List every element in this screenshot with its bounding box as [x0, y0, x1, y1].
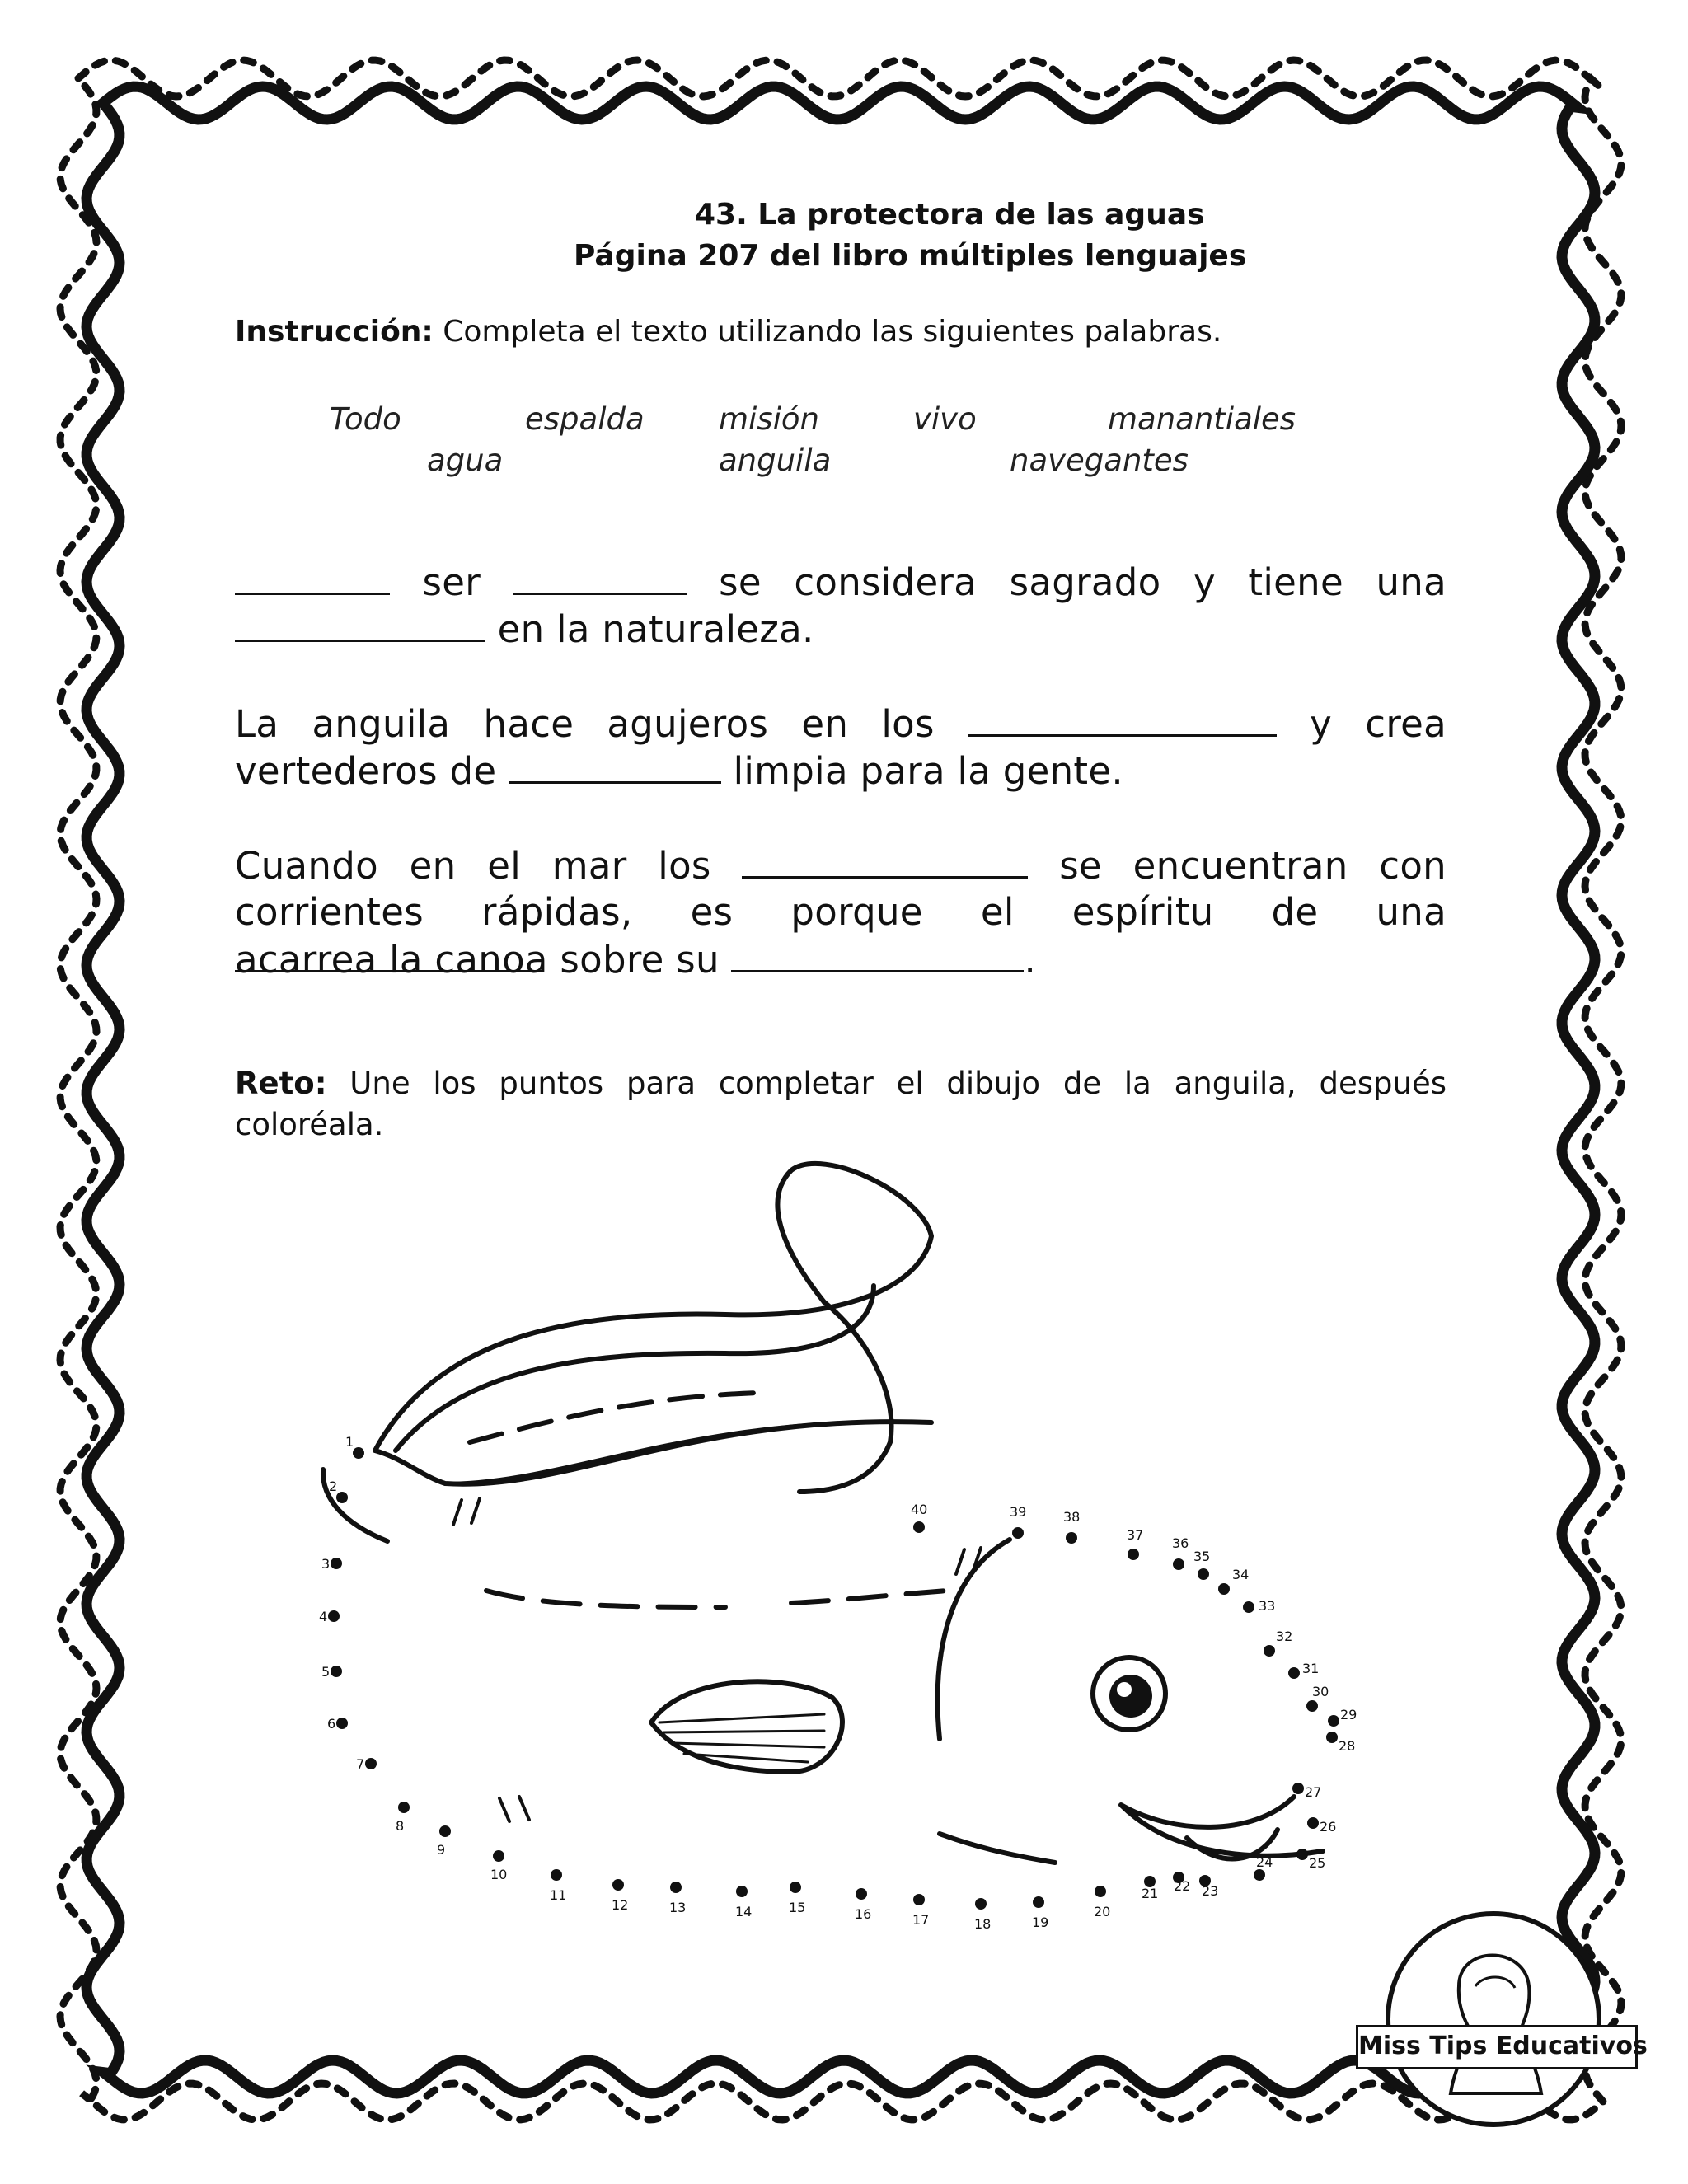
dot-number-label: 5	[321, 1664, 331, 1680]
brand-logo	[1352, 1896, 1636, 2143]
connect-dot-28[interactable]	[1326, 1732, 1338, 1743]
connect-dot-31[interactable]	[1288, 1667, 1300, 1679]
paragraph-text: limpia para la gente.	[733, 749, 1123, 793]
connect-dot-7[interactable]	[365, 1758, 377, 1769]
connect-dot-40[interactable]	[913, 1521, 925, 1533]
dot-number-label: 34	[1232, 1567, 1250, 1582]
connect-dot-37[interactable]	[1128, 1549, 1139, 1560]
connect-dot-24[interactable]	[1254, 1869, 1265, 1881]
dot-number-label: 19	[1032, 1915, 1049, 1929]
dot-number-label: 26	[1320, 1819, 1337, 1835]
dot-number-label: 7	[356, 1756, 365, 1772]
connect-dot-19[interactable]	[1033, 1896, 1044, 1908]
connect-dot-2[interactable]	[336, 1492, 348, 1503]
connect-dot-16[interactable]	[856, 1888, 867, 1900]
paragraph-text: acarrea la canoa sobre su	[235, 938, 720, 982]
dot-number-label: 25	[1309, 1855, 1326, 1871]
connect-dot-39[interactable]	[1012, 1527, 1024, 1539]
connect-dot-4[interactable]	[328, 1610, 340, 1622]
connect-dot-13[interactable]	[670, 1882, 682, 1893]
dot-number-label: 35	[1193, 1549, 1211, 1564]
dot-number-label: 15	[789, 1900, 806, 1915]
dot-number-label: 12	[612, 1897, 629, 1913]
paragraph-text: y crea	[1310, 702, 1447, 746]
eel-mouth	[1121, 1797, 1323, 1856]
connect-dot-1[interactable]	[353, 1447, 364, 1459]
connect-dot-33[interactable]	[1243, 1601, 1254, 1613]
dot-number-label: 33	[1259, 1598, 1276, 1614]
connect-dot-12[interactable]	[612, 1879, 624, 1891]
blank-field[interactable]	[513, 558, 687, 595]
connect-dot-17[interactable]	[913, 1894, 925, 1905]
eel-lower-midline	[486, 1591, 948, 1607]
worksheet-subtitle: Página 207 del libro múltiples lenguajes	[574, 239, 1247, 273]
blank-field[interactable]	[742, 841, 1028, 879]
paragraph-text: corrientes rápidas, es porque el espíritu de una	[235, 890, 1447, 934]
connect-dot-8[interactable]	[398, 1802, 410, 1813]
dot-number-label: 17	[912, 1912, 930, 1928]
brand-logo-text: Miss Tips Educativos	[1356, 2025, 1638, 2069]
paragraph-text: en la naturaleza.	[497, 607, 814, 651]
dot-number-label: 21	[1142, 1886, 1159, 1901]
blank-field[interactable]	[731, 935, 1024, 972]
connect-dot-29[interactable]	[1328, 1715, 1339, 1727]
fill-in-paragraph-3	[235, 841, 1447, 982]
connect-dot-14[interactable]	[736, 1886, 748, 1897]
dot-number-label: 16	[855, 1906, 872, 1922]
dot-number-label: 40	[911, 1502, 928, 1517]
challenge-text-2: coloréala.	[235, 1107, 384, 1142]
connect-dot-18[interactable]	[975, 1898, 987, 1910]
instruction-label: Instrucción:	[235, 315, 434, 349]
dot-number-label: 9	[437, 1842, 446, 1858]
connect-dot-25[interactable]	[1296, 1849, 1308, 1860]
dot-number-label: 36	[1172, 1535, 1189, 1551]
dot-number-label: 39	[1010, 1504, 1027, 1520]
connect-dot-36[interactable]	[1173, 1558, 1184, 1570]
connect-dot-27[interactable]	[1292, 1783, 1304, 1794]
connect-dot-15[interactable]	[790, 1882, 801, 1893]
challenge-text: Une los puntos para completar el dibujo de la anguila, después	[326, 1066, 1447, 1101]
blank-field[interactable]	[235, 558, 390, 595]
dot-number-label: 18	[974, 1916, 992, 1929]
blank-field[interactable]	[235, 605, 485, 642]
dot-number-label: 4	[319, 1609, 328, 1624]
word-bank-item: anguila	[719, 443, 832, 478]
eel-belly-outline	[375, 1422, 931, 1484]
blank-field[interactable]	[968, 700, 1277, 737]
eel-eye	[1093, 1657, 1165, 1730]
connect-dot-3[interactable]	[331, 1558, 342, 1569]
dot-number-label: 11	[550, 1887, 567, 1903]
connect-dot-32[interactable]	[1264, 1645, 1275, 1657]
dot-number-label: 30	[1312, 1684, 1329, 1699]
dot-number-label: 38	[1063, 1509, 1081, 1525]
dot-number-label: 8	[396, 1818, 405, 1834]
connect-dot-6[interactable]	[336, 1718, 348, 1729]
word-bank-item: manantiales	[1108, 401, 1296, 437]
paragraph-text: .	[1024, 938, 1037, 982]
connect-dot-38[interactable]	[1066, 1532, 1077, 1544]
connect-dot-10[interactable]	[493, 1850, 504, 1862]
instruction-text: Completa el texto utilizando las siguientes palabras.	[433, 315, 1222, 349]
challenge-label: Reto:	[235, 1066, 327, 1101]
connect-dot-34[interactable]	[1218, 1583, 1230, 1595]
dot-number-label: 13	[669, 1900, 687, 1915]
word-bank-item: espalda	[525, 401, 645, 437]
connect-dot-26[interactable]	[1307, 1817, 1319, 1829]
word-bank-item: misión	[719, 401, 819, 437]
blank-field[interactable]	[509, 747, 721, 784]
dot-number-label: 23	[1202, 1883, 1219, 1899]
dot-number-label: 28	[1339, 1738, 1356, 1754]
paragraph-text: se encuentran con	[1059, 844, 1447, 888]
worksheet-title: 43. La protectora de las aguas	[695, 198, 1205, 232]
connect-dot-20[interactable]	[1095, 1886, 1106, 1897]
dot-number-label: 1	[345, 1434, 354, 1450]
paragraph-text: vertederos de	[235, 749, 497, 793]
dot-number-label: 20	[1094, 1904, 1111, 1919]
connect-dot-11[interactable]	[551, 1869, 562, 1881]
word-bank-item: vivo	[913, 401, 977, 437]
challenge-instruction	[235, 1063, 1447, 1146]
connect-dot-5[interactable]	[331, 1666, 342, 1677]
word-bank-item: navegantes	[1010, 443, 1189, 478]
word-bank-item: agua	[427, 443, 504, 478]
connect-dot-35[interactable]	[1198, 1568, 1209, 1580]
dot-number-label: 31	[1302, 1661, 1320, 1676]
dot-number-label: 27	[1305, 1784, 1322, 1800]
eel-lower-jaw	[940, 1834, 1055, 1863]
dot-number-label: 14	[735, 1904, 753, 1919]
dot-number-label: 3	[321, 1556, 331, 1572]
dot-number-label: 32	[1276, 1629, 1293, 1644]
paragraph-text: La anguila hace agujeros en los	[235, 702, 935, 746]
word-bank-item: Todo	[330, 401, 401, 437]
paragraph-text: se considera sagrado y tiene una	[719, 560, 1447, 604]
dot-number-label: 24	[1256, 1854, 1273, 1870]
dot-number-label: 6	[327, 1716, 336, 1732]
dot-number-label: 10	[490, 1867, 508, 1882]
dot-number-label: 29	[1340, 1707, 1357, 1722]
instruction	[235, 315, 1221, 349]
connect-dot-9[interactable]	[439, 1825, 451, 1837]
dot-number-label: 37	[1127, 1527, 1144, 1543]
connect-dot-30[interactable]	[1306, 1700, 1318, 1712]
fill-in-paragraph-2	[235, 700, 1447, 794]
eel-dot-to-dot-drawing	[297, 1146, 1401, 1929]
eel-back-outline	[375, 1164, 931, 1451]
fill-in-paragraph-1	[235, 558, 1447, 652]
dot-number-label: 22	[1174, 1878, 1191, 1894]
paragraph-text: Cuando en el mar los	[235, 844, 711, 888]
dot-number-label: 2	[329, 1479, 338, 1494]
paragraph-text: ser	[422, 560, 481, 604]
